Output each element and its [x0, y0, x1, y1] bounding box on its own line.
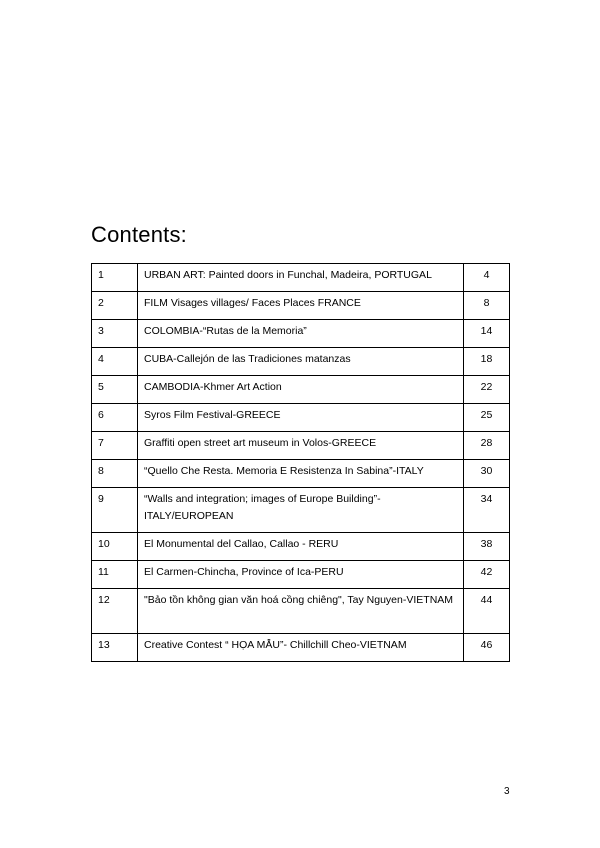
entry-page: 4	[464, 264, 510, 292]
entry-number: 7	[92, 432, 138, 460]
entry-number: 6	[92, 404, 138, 432]
entry-number: 3	[92, 320, 138, 348]
entry-title: "Bảo tồn không gian văn hoá cồng chiêng", Tay Nguyen-VIETNAM	[138, 589, 464, 634]
entry-page: 25	[464, 404, 510, 432]
table-row	[92, 533, 510, 561]
entry-page: 28	[464, 432, 510, 460]
table-row	[92, 320, 510, 348]
entry-page: 34	[464, 488, 510, 533]
entry-title: COLOMBIA-“Rutas de la Memoria”	[138, 320, 464, 348]
entry-number: 9	[92, 488, 138, 533]
entry-page: 30	[464, 460, 510, 488]
entry-title: “Walls and integration; images of Europe Building”-ITALY/EUROPEAN	[138, 488, 464, 533]
entry-title: URBAN ART: Painted doors in Funchal, Madeira, PORTUGAL	[138, 264, 464, 292]
entry-number: 4	[92, 348, 138, 376]
table-row	[92, 292, 510, 320]
entry-title: Creative Contest “ HỌA MẪU”- Chillchill Cheo-VIETNAM	[138, 634, 464, 662]
table-row	[92, 432, 510, 460]
entry-number: 11	[92, 561, 138, 589]
table-row	[92, 561, 510, 589]
entry-page: 38	[464, 533, 510, 561]
table-row	[92, 460, 510, 488]
entry-title: “Quello Che Resta. Memoria E Resistenza In Sabina”-ITALY	[138, 460, 464, 488]
entry-title: Graffiti open street art museum in Volos-GREECE	[138, 432, 464, 460]
table-row	[92, 264, 510, 292]
entry-number: 12	[92, 589, 138, 634]
entry-title: FILM Visages villages/ Faces Places FRANCE	[138, 292, 464, 320]
entry-title: El Monumental del Callao, Callao - RERU	[138, 533, 464, 561]
table-row	[92, 404, 510, 432]
entry-number: 2	[92, 292, 138, 320]
entry-page: 44	[464, 589, 510, 634]
contents-heading: Contents:	[91, 222, 187, 247]
entry-title: Syros Film Festival-GREECE	[138, 404, 464, 432]
entry-title: CAMBODIA-Khmer Art Action	[138, 376, 464, 404]
entry-number: 1	[92, 264, 138, 292]
table-row	[92, 589, 510, 634]
entry-page: 8	[464, 292, 510, 320]
entry-page: 18	[464, 348, 510, 376]
page-number: 3	[504, 786, 510, 797]
contents-table	[91, 263, 510, 662]
table-row	[92, 348, 510, 376]
table-row	[92, 376, 510, 404]
entry-number: 5	[92, 376, 138, 404]
entry-page: 14	[464, 320, 510, 348]
entry-title: El Carmen-Chincha, Province of Ica-PERU	[138, 561, 464, 589]
entry-page: 22	[464, 376, 510, 404]
table-row	[92, 488, 510, 533]
table-row	[92, 634, 510, 662]
entry-number: 10	[92, 533, 138, 561]
entry-number: 8	[92, 460, 138, 488]
entry-number: 13	[92, 634, 138, 662]
entry-page: 42	[464, 561, 510, 589]
entry-page: 46	[464, 634, 510, 662]
entry-title: CUBA-Callejón de las Tradiciones matanzas	[138, 348, 464, 376]
